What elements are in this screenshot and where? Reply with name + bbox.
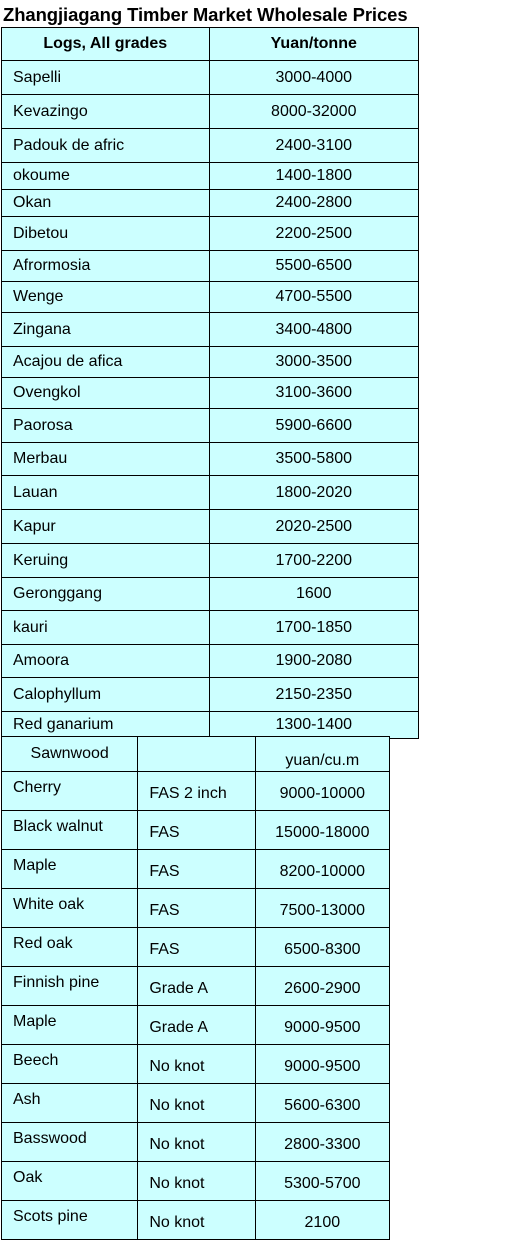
species-name: Kapur [2,510,210,544]
table-row [2,1201,390,1240]
table-row [2,1123,390,1162]
species-name: Ovengkol [2,378,210,409]
price-range: 1700-2200 [209,544,418,578]
table-row [2,578,419,611]
logs-header-unit: Yuan/tonne [209,28,418,61]
table-row [2,95,419,129]
sawnwood-header-grade [138,737,255,772]
species-name: Acajou de afica [2,347,210,378]
species-name: Maple [2,1006,138,1045]
grade-label: No knot [138,1162,255,1201]
logs-header-species: Logs, All grades [2,28,210,61]
species-name: Wenge [2,282,210,313]
species-name: Scots pine [2,1201,138,1240]
price-range: 9000-10000 [255,772,389,811]
price-range: 4700-5500 [209,282,418,313]
price-range: 2100 [255,1201,389,1240]
table-row [2,163,419,190]
table-row [2,190,419,217]
species-name: Zingana [2,313,210,347]
table-row [2,443,419,476]
table-row [2,1084,390,1123]
price-range: 1400-1800 [209,163,418,190]
price-range: 1700-1850 [209,611,418,645]
price-range: 5500-6500 [209,251,418,282]
species-name: Dibetou [2,217,210,251]
page-title: Zhangjiagang Timber Market Wholesale Prices [3,4,408,25]
price-range: 5300-5700 [255,1162,389,1201]
price-range: 3000-3500 [209,347,418,378]
sawnwood-header-unit: yuan/cu.m [255,737,389,772]
price-range: 2200-2500 [209,217,418,251]
species-name: Ash [2,1084,138,1123]
price-range: 2800-3300 [255,1123,389,1162]
price-range: 3000-4000 [209,61,418,95]
table-row [2,313,419,347]
grade-label: FAS [138,928,255,967]
price-range: 9000-9500 [255,1006,389,1045]
table-row [2,967,390,1006]
sawnwood-header-species: Sawnwood [2,737,138,772]
species-name: Paorosa [2,409,210,443]
species-name: Geronggang [2,578,210,611]
species-name: Padouk de afric [2,129,210,163]
species-name: Amoora [2,645,210,678]
species-name: White oak [2,889,138,928]
price-range: 3100-3600 [209,378,418,409]
price-range: 2400-3100 [209,129,418,163]
species-name: okoume [2,163,210,190]
table-row [2,378,419,409]
table-row [2,712,419,739]
table-row [2,282,419,313]
species-name: Oak [2,1162,138,1201]
table-row [2,476,419,510]
species-name: Okan [2,190,210,217]
table-row [2,611,419,645]
species-name: Black walnut [2,811,138,850]
species-name: Red oak [2,928,138,967]
price-range: 2020-2500 [209,510,418,544]
grade-label: Grade A [138,1006,255,1045]
table-row [2,645,419,678]
table-row [2,811,390,850]
logs-header-row [2,28,419,61]
species-name: Basswood [2,1123,138,1162]
price-range: 1900-2080 [209,645,418,678]
species-name: Maple [2,850,138,889]
species-name: Kevazingo [2,95,210,129]
species-name: kauri [2,611,210,645]
table-row [2,1006,390,1045]
species-name: Calophyllum [2,678,210,712]
price-range: 3400-4800 [209,313,418,347]
logs-price-table [1,27,419,739]
species-name: Beech [2,1045,138,1084]
sawnwood-header-row [2,737,390,772]
table-row [2,61,419,95]
table-row [2,544,419,578]
price-range: 6500-8300 [255,928,389,967]
grade-label: No knot [138,1201,255,1240]
species-name: Red ganarium [2,712,210,739]
table-row [2,850,390,889]
table-row [2,129,419,163]
species-name: Finnish pine [2,967,138,1006]
sawnwood-price-table [1,736,390,1240]
species-name: Afrormosia [2,251,210,282]
price-range: 2150-2350 [209,678,418,712]
species-name: Keruing [2,544,210,578]
table-row [2,928,390,967]
grade-label: No knot [138,1123,255,1162]
table-row [2,347,419,378]
price-range: 1600 [209,578,418,611]
table-row [2,409,419,443]
table-row [2,1045,390,1084]
table-row [2,251,419,282]
price-range: 5600-6300 [255,1084,389,1123]
price-range: 2400-2800 [209,190,418,217]
table-row [2,889,390,928]
price-range: 15000-18000 [255,811,389,850]
grade-label: No knot [138,1045,255,1084]
price-range: 7500-13000 [255,889,389,928]
grade-label: FAS [138,850,255,889]
price-range: 2600-2900 [255,967,389,1006]
grade-label: No knot [138,1084,255,1123]
table-row [2,678,419,712]
grade-label: FAS [138,889,255,928]
price-range: 8000-32000 [209,95,418,129]
species-name: Sapelli [2,61,210,95]
species-name: Cherry [2,772,138,811]
grade-label: FAS 2 inch [138,772,255,811]
table-row [2,217,419,251]
grade-label: FAS [138,811,255,850]
species-name: Lauan [2,476,210,510]
price-range: 9000-9500 [255,1045,389,1084]
price-range: 1800-2020 [209,476,418,510]
table-row [2,772,390,811]
species-name: Merbau [2,443,210,476]
price-range: 8200-10000 [255,850,389,889]
table-row [2,1162,390,1201]
price-range: 3500-5800 [209,443,418,476]
table-row [2,510,419,544]
price-range: 5900-6600 [209,409,418,443]
price-range: 1300-1400 [209,712,418,739]
grade-label: Grade A [138,967,255,1006]
